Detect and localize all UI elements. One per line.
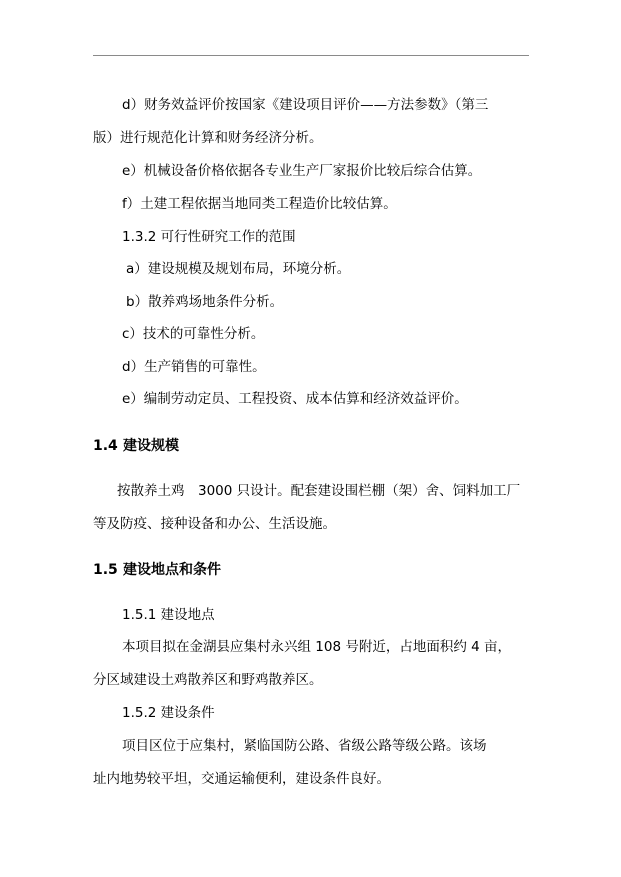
method-e: e）机械设备价格依据各专业生产厂家报价比较后综合估算。 (122, 163, 482, 179)
method-d-line-2: 版）进行规范化计算和财务经济分析。 (93, 130, 323, 146)
heading-1-5-title: 建设地点和条件 (123, 562, 221, 578)
scale-line-2: 等及防疫、接种设备和办公、生活设施。 (93, 516, 336, 532)
heading-1-4 (93, 437, 179, 455)
heading-1-4-title: 建设规模 (123, 438, 179, 454)
scope-item-e: e）编制劳动定员、工程投资、成本估算和经济效益评价。 (122, 391, 468, 407)
scope-item-d: d）生产销售的可靠性。 (122, 359, 266, 375)
header-rule (93, 55, 529, 56)
subheading-1-3-2: 1.3.2 可行性研究工作的范围 (122, 229, 296, 245)
method-f: f）土建工程依据当地同类工程造价比较估算。 (122, 196, 397, 212)
scope-item-b: b）散养鸡场地条件分析。 (126, 294, 284, 310)
heading-1-5 (93, 561, 221, 579)
conditions-line-2: 址内地势较平坦，交通运输便利，建设条件良好。 (93, 771, 390, 787)
heading-1-5-number: 1.5 (93, 562, 118, 578)
scope-item-a: a）建设规模及规划布局，环境分析。 (126, 261, 351, 277)
location-line-2: 分区域建设土鸡散养区和野鸡散养区。 (93, 672, 323, 688)
location-line-1: 本项目拟在金湖县应集村永兴组 108 号附近，占地面积约 4 亩， (122, 639, 512, 655)
conditions-line-1: 项目区位于应集村，紧临国防公路、省级公路等级公路。该场 (122, 738, 487, 754)
method-d-line-1: d）财务效益评价按国家《建设项目评价——方法参数》（第三 (122, 97, 489, 113)
scale-line-1: 按散养土鸡 3000 只设计。配套建设围栏棚（架）舍、饲料加工厂 (117, 483, 521, 499)
subheading-1-5-2: 1.5.2 建设条件 (122, 705, 215, 721)
scope-item-c: c）技术的可靠性分析。 (122, 326, 265, 342)
subheading-1-5-1: 1.5.1 建设地点 (122, 607, 215, 623)
heading-1-4-number: 1.4 (93, 438, 118, 454)
